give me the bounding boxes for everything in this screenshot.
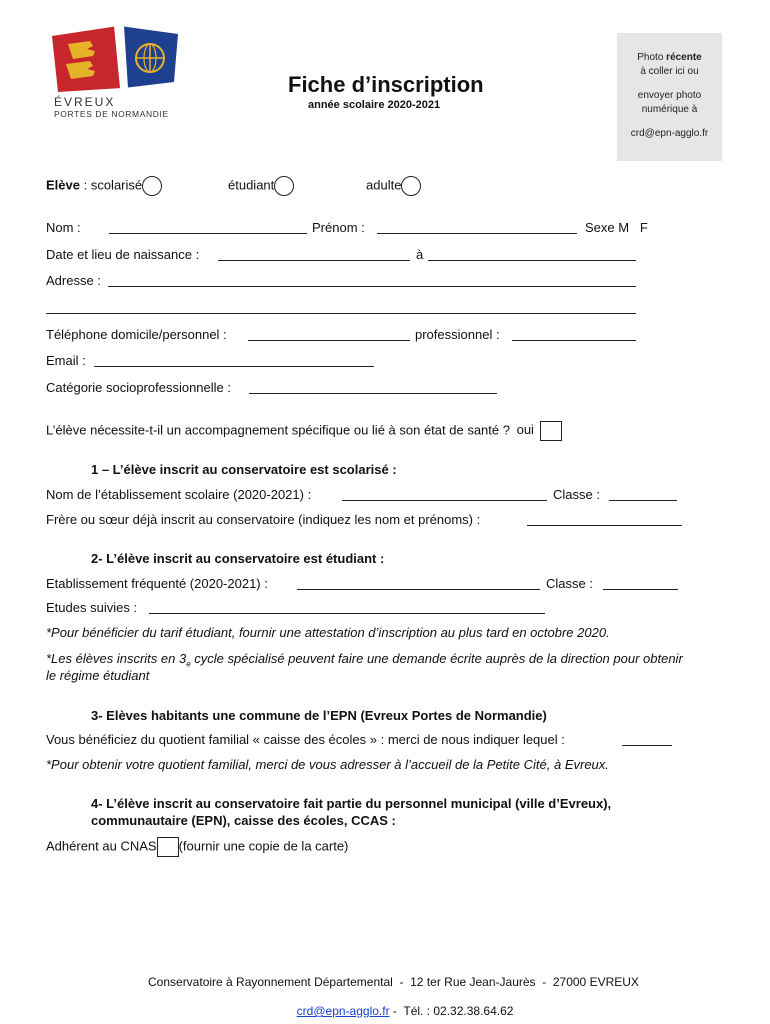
school-year: année scolaire 2020-2021 bbox=[308, 99, 441, 111]
s2-classe-field[interactable] bbox=[603, 589, 678, 590]
sexe-label: Sexe M F bbox=[585, 220, 648, 235]
logo-emblem-icon bbox=[50, 22, 180, 94]
categorie-field[interactable] bbox=[249, 393, 497, 394]
status-label: Elève bbox=[46, 177, 80, 193]
s3-quotient-field[interactable] bbox=[622, 745, 672, 746]
radio-scolarise[interactable] bbox=[142, 176, 162, 196]
radio-etudiant[interactable] bbox=[274, 176, 294, 196]
status-opt-etudiant-label: étudiant bbox=[228, 177, 275, 193]
photo-line3: envoyer photo bbox=[637, 90, 702, 101]
photo-line2: à coller ici ou bbox=[640, 66, 699, 77]
nom-field[interactable] bbox=[109, 233, 307, 234]
s2-note2-sup: e bbox=[186, 659, 191, 669]
s2-note2-line2: le régime étudiant bbox=[46, 668, 150, 683]
radio-adulte[interactable] bbox=[401, 176, 421, 196]
s4-cnas-label: Adhérent au CNAS bbox=[46, 838, 157, 854]
s2-etablissement-field[interactable] bbox=[297, 589, 540, 590]
section1-title: 1 – L’élève inscrit au conservatoire est scolarisé : bbox=[91, 462, 397, 477]
categorie-label: Catégorie socioprofessionnelle : bbox=[46, 380, 231, 395]
email-label: Email : bbox=[46, 353, 86, 368]
logo-city: ÉVREUX bbox=[54, 95, 116, 109]
logo bbox=[50, 22, 185, 122]
s4-cnas-note: (fournir une copie de la carte) bbox=[178, 838, 349, 854]
section4-title-line1: 4- L’élève inscrit au conservatoire fait partie du personnel municipal (ville d’Evreux), bbox=[91, 796, 612, 811]
tel-pro-field[interactable] bbox=[512, 340, 636, 341]
naissance-date-field[interactable] bbox=[218, 260, 410, 261]
s1-classe-field[interactable] bbox=[609, 500, 677, 501]
prenom-field[interactable] bbox=[377, 233, 577, 234]
nom-label: Nom : bbox=[46, 220, 81, 235]
section4-title-line2: communautaire (EPN), caisse des écoles, CCAS : bbox=[91, 813, 396, 828]
adresse-field[interactable] bbox=[108, 286, 636, 287]
health-oui-label: oui bbox=[516, 422, 534, 438]
health-oui-checkbox[interactable] bbox=[540, 421, 562, 441]
footer-phone: - Tél. : 02.32.38.64.62 bbox=[389, 1004, 514, 1018]
prenom-label: Prénom : bbox=[312, 220, 365, 235]
status-opt-adulte-label: adulte bbox=[366, 177, 402, 193]
health-question bbox=[46, 421, 562, 441]
s2-note2-pre: *Les élèves inscrits en 3 bbox=[46, 651, 187, 666]
s2-note2 bbox=[46, 651, 683, 669]
health-question-text: L’élève nécessite-t-il un accompagnement spécifique ou lié à son état de santé ? bbox=[46, 422, 510, 438]
s4-cnas-checkbox[interactable] bbox=[157, 837, 179, 857]
tel-perso-label: Téléphone domicile/personnel : bbox=[46, 327, 227, 342]
naissance-lieu-field[interactable] bbox=[428, 260, 636, 261]
adresse-field-line2[interactable] bbox=[46, 313, 636, 314]
status-sep: : bbox=[79, 177, 91, 193]
s3-text: Vous bénéficiez du quotient familial « caisse des écoles » : merci de nous indiquer lequel : bbox=[46, 732, 565, 747]
footer-email-link[interactable]: crd@epn-agglo.fr bbox=[296, 1004, 390, 1018]
s1-fratrie-label: Frère ou sœur déjà inscrit au conservatoire (indiquez les nom et prénoms) : bbox=[46, 512, 481, 527]
adresse-label: Adresse : bbox=[46, 273, 101, 288]
footer-address: Conservatoire à Rayonnement Départemental - 12 ter Rue Jean-Jaurès - 27000 EVREUX bbox=[148, 975, 639, 989]
s2-note2-post: cycle spécialisé peuvent faire une demande écrite auprès de la direction pour obtenir bbox=[190, 651, 683, 666]
photo-line4: numérique à bbox=[641, 104, 698, 115]
section2-title: 2- L’élève inscrit au conservatoire est étudiant : bbox=[91, 551, 385, 566]
status-opt-scolarise-label: scolarisé bbox=[90, 177, 143, 193]
naissance-a-label: à bbox=[416, 247, 424, 262]
status-opt-etudiant bbox=[228, 176, 294, 196]
photo-line1: Photo récente bbox=[637, 52, 702, 63]
s2-etudes-field[interactable] bbox=[149, 613, 545, 614]
s1-etablissement-field[interactable] bbox=[342, 500, 547, 501]
s1-classe-label: Classe : bbox=[553, 487, 600, 502]
section3-title: 3- Elèves habitants une commune de l’EPN (Evreux Portes de Normandie) bbox=[91, 708, 547, 723]
logo-subtitle: PORTES DE NORMANDIE bbox=[54, 109, 169, 119]
s3-note: *Pour obtenir votre quotient familial, merci de vous adresser à l’accueil de la Petite Cité, à Evreux. bbox=[46, 757, 609, 772]
footer-contact bbox=[290, 990, 513, 1018]
photo-email: crd@epn-agglo.fr bbox=[630, 128, 709, 139]
s2-etudes-label: Etudes suivies : bbox=[46, 600, 138, 615]
status-row bbox=[46, 176, 162, 196]
tel-pro-label: professionnel : bbox=[415, 327, 500, 342]
s1-fratrie-field[interactable] bbox=[527, 525, 682, 526]
s2-note1: *Pour bénéficier du tarif étudiant, fournir une attestation d’inscription au plus tard en octobre 2020. bbox=[46, 625, 610, 640]
tel-perso-field[interactable] bbox=[248, 340, 410, 341]
s2-etablissement-label: Etablissement fréquenté (2020-2021) : bbox=[46, 576, 268, 591]
photo-box bbox=[617, 33, 722, 161]
s1-etablissement-label: Nom de l’établissement scolaire (2020-2021) : bbox=[46, 487, 312, 502]
page-title: Fiche d’inscription bbox=[288, 72, 484, 97]
naissance-label: Date et lieu de naissance : bbox=[46, 247, 200, 262]
s2-classe-label: Classe : bbox=[546, 576, 593, 591]
s4-cnas-row bbox=[46, 837, 348, 857]
email-field[interactable] bbox=[94, 366, 374, 367]
status-opt-adulte bbox=[366, 176, 421, 196]
